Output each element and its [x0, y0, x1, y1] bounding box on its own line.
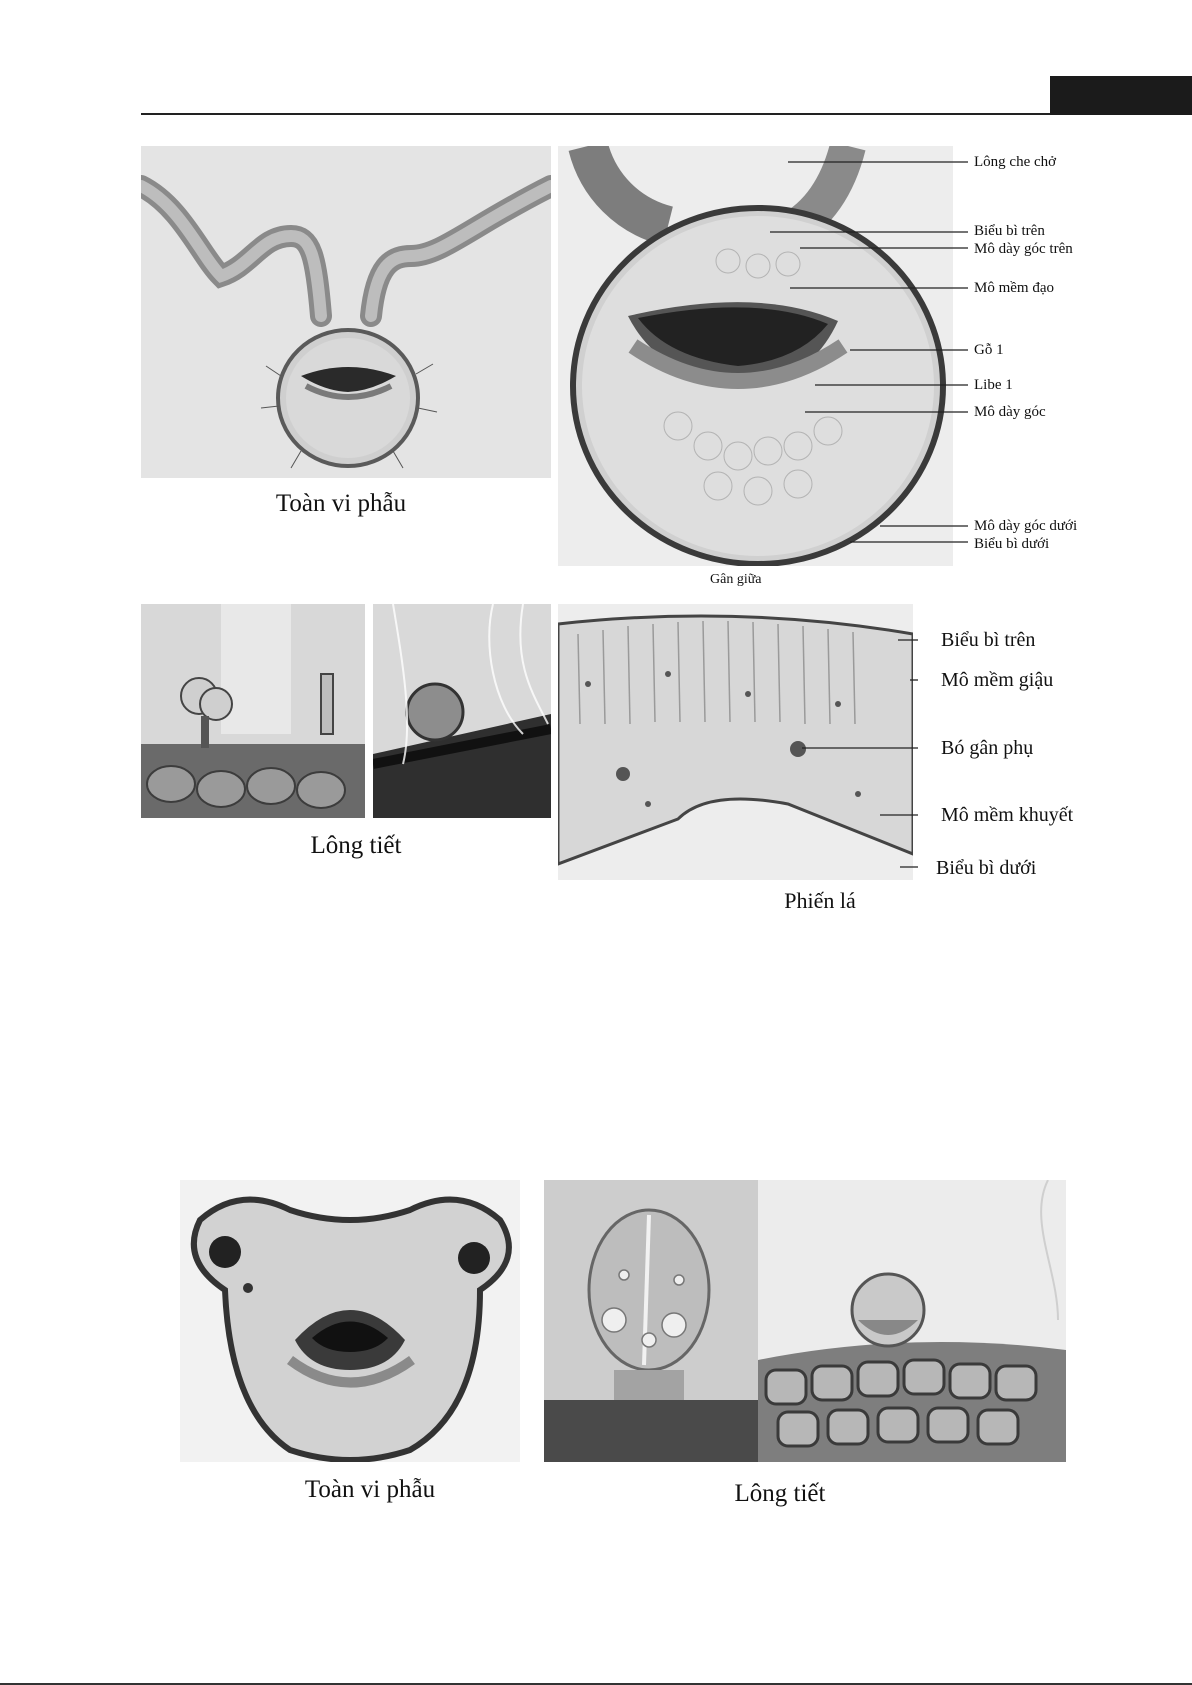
callout-mo-day-goc: Mô dày góc — [974, 404, 1046, 420]
figure1-whole-section-image — [141, 146, 551, 478]
callout-mo-day-goc-tren: Mô dày góc trên — [974, 241, 1073, 257]
figure1-glandular-hair-image-1 — [141, 604, 365, 818]
header-tab — [1050, 76, 1192, 115]
callout-blade-mo-mem-khuyet: Mô mềm khuyết — [941, 804, 1074, 826]
figure1-glandular-hair-image-2 — [373, 604, 551, 818]
figure1-blade-caption: Phiến lá — [784, 888, 856, 913]
callout-blade-bieu-bi-tren: Biểu bì trên — [941, 629, 1036, 651]
header-rule — [141, 113, 1151, 115]
callout-bieu-bi-duoi: Biểu bì dưới — [974, 536, 1050, 552]
callout-long-che-cho: Lông che chở — [974, 154, 1057, 170]
figure2-glandular-hair-image-1 — [544, 1180, 758, 1462]
figure2-glandular-hair-image-2 — [758, 1180, 1066, 1462]
callout-blade-bo-gan-phu: Bó gân phụ — [941, 737, 1034, 759]
figure2-whole-section-image — [180, 1180, 520, 1462]
callout-libe-1: Libe 1 — [974, 377, 1013, 393]
figure1-midrib-leaders — [730, 150, 970, 550]
callout-blade-bieu-bi-duoi: Biểu bì dưới — [936, 857, 1037, 879]
callout-go-1: Gỗ 1 — [974, 342, 1004, 358]
callout-mo-day-goc-duoi: Mô dày góc dưới — [974, 518, 1078, 534]
figure1-blade-leaders — [800, 630, 920, 880]
callout-bieu-bi-tren: Biểu bì trên — [974, 223, 1045, 239]
callout-blade-mo-mem-giau: Mô mềm giậu — [941, 669, 1054, 691]
callout-mo-mem-dao: Mô mềm đạo — [974, 280, 1054, 296]
figure2-whole-caption: Toàn vi phẫu — [304, 1476, 436, 1503]
figure1-hairs-caption: Lông tiết — [310, 832, 402, 859]
figure1-midrib-sublabel: Gân giữa — [710, 572, 762, 587]
figure1-whole-caption: Toàn vi phẫu — [275, 490, 407, 517]
figure2-hairs-caption: Lông tiết — [734, 1480, 826, 1507]
